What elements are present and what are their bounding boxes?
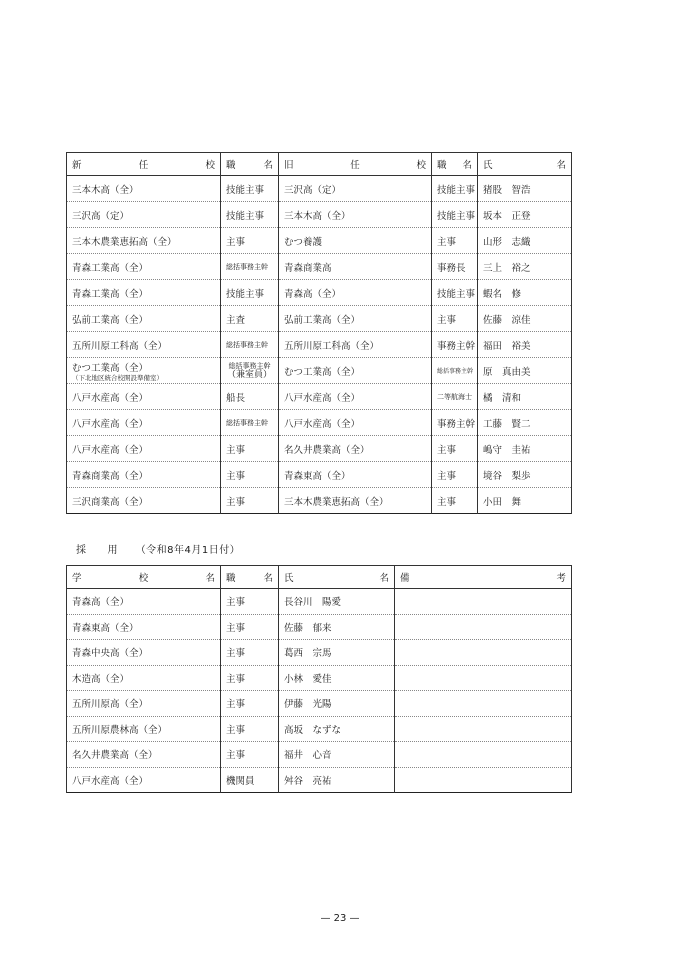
hire-header-row <box>67 566 572 589</box>
old-school-cell: 三本木農業恵拓高（全） <box>279 488 432 514</box>
old-position-cell: 主事 <box>432 462 478 488</box>
position-text: 総括事務主幹 <box>228 361 271 370</box>
remarks-cell <box>395 589 572 615</box>
position-cell: 総括事務主幹 <box>221 410 279 436</box>
table-row <box>67 384 572 410</box>
name-cell: 小林 愛佳 <box>279 665 395 691</box>
header-old-school: 旧 任 校 <box>279 153 432 176</box>
school-cell: 青森東高（全） <box>67 614 221 640</box>
position-cell: 主事 <box>221 228 279 254</box>
header-name: 氏 名 <box>279 566 395 589</box>
old-school-cell: 八戸水産高（全） <box>279 410 432 436</box>
header-name: 氏 名 <box>478 153 572 176</box>
old-school-cell: 三沢高（定） <box>279 176 432 202</box>
new-school-cell: 青森工業高（全） <box>67 280 221 306</box>
hire-title: 採 用 <box>76 545 118 556</box>
position-cell: 主事 <box>221 716 279 742</box>
position-cell: 主事 <box>221 589 279 615</box>
old-school-cell: 八戸水産高（全） <box>279 384 432 410</box>
table-row <box>67 280 572 306</box>
name-cell: 高坂 なずな <box>279 716 395 742</box>
name-cell: 猪股 智浩 <box>478 176 572 202</box>
old-position-cell: 主事 <box>432 228 478 254</box>
hire-date: （令和8年4月1日付） <box>135 545 241 556</box>
table-row <box>67 176 572 202</box>
position-cell: 主事 <box>221 488 279 514</box>
old-position-cell: 主事 <box>432 436 478 462</box>
page-number: — 23 — <box>320 913 360 924</box>
position-subtext: （兼室員） <box>226 369 272 380</box>
name-cell: 佐藤 涼佳 <box>478 306 572 332</box>
new-school-text: むつ工業高（全） <box>72 362 149 374</box>
old-school-cell: 青森高（全） <box>279 280 432 306</box>
name-cell: 長谷川 陽愛 <box>279 589 395 615</box>
table-row <box>67 332 572 358</box>
school-cell: 五所川原高（全） <box>67 691 221 717</box>
table-row <box>67 306 572 332</box>
name-cell: 葛西 宗馬 <box>279 640 395 666</box>
table-row <box>67 436 572 462</box>
new-school-cell: 八戸水産高（全） <box>67 384 221 410</box>
position-cell: 技能主事 <box>221 176 279 202</box>
table-row <box>67 640 572 666</box>
table-row <box>67 410 572 436</box>
transfer-header-row <box>67 153 572 176</box>
remarks-cell <box>395 716 572 742</box>
new-school-cell: 三沢高（定） <box>67 202 221 228</box>
table-row <box>67 665 572 691</box>
old-position-cell: 二等航海士 <box>432 384 478 410</box>
table-row <box>67 691 572 717</box>
table-row <box>67 716 572 742</box>
header-position: 職 名 <box>221 566 279 589</box>
school-cell: 木造高（全） <box>67 665 221 691</box>
name-cell: 坂本 正登 <box>478 202 572 228</box>
new-school-subtext: （下北地区統合校開設準備室） <box>72 373 163 382</box>
header-old-position: 職 名 <box>432 153 478 176</box>
old-position-cell: 技能主事 <box>432 176 478 202</box>
table-row <box>67 462 572 488</box>
new-school-cell: 青森工業高（全） <box>67 254 221 280</box>
name-cell: 境谷 梨歩 <box>478 462 572 488</box>
position-cell: 主事 <box>221 614 279 640</box>
position-cell: 主事 <box>221 436 279 462</box>
old-position-cell: 事務主幹 <box>432 410 478 436</box>
name-cell: 蝦名 修 <box>478 280 572 306</box>
old-position-cell: 主事 <box>432 306 478 332</box>
name-cell: 小田 舞 <box>478 488 572 514</box>
school-cell: 名久井農業高（全） <box>67 742 221 768</box>
table-row <box>67 589 572 615</box>
name-cell: 原 真由美 <box>478 358 572 384</box>
new-school-cell: 八戸水産高（全） <box>67 410 221 436</box>
new-school-cell: 三沢商業高（全） <box>67 488 221 514</box>
old-school-cell: 三本木高（全） <box>279 202 432 228</box>
position-cell: 総括事務主幹 <box>221 332 279 358</box>
table-row <box>67 358 572 384</box>
position-cell: 船長 <box>221 384 279 410</box>
school-cell: 青森中央高（全） <box>67 640 221 666</box>
new-school-cell: 三本木高（全） <box>67 176 221 202</box>
new-school-cell <box>67 358 221 384</box>
header-school: 学 校 名 <box>67 566 221 589</box>
table-row <box>67 202 572 228</box>
name-cell: 嶋守 圭祐 <box>478 436 572 462</box>
table-row <box>67 488 572 514</box>
position-cell: 技能主事 <box>221 202 279 228</box>
school-cell: 八戸水産高（全） <box>67 767 221 793</box>
remarks-cell <box>395 665 572 691</box>
header-position: 職 名 <box>221 153 279 176</box>
position-cell: 機関員 <box>221 767 279 793</box>
name-cell: 福井 心音 <box>279 742 395 768</box>
school-cell: 五所川原農林高（全） <box>67 716 221 742</box>
position-cell: 主事 <box>221 691 279 717</box>
name-cell: 三上 裕之 <box>478 254 572 280</box>
table-row <box>67 228 572 254</box>
new-school-cell: 三本木農業恵拓高（全） <box>67 228 221 254</box>
position-cell <box>221 358 279 384</box>
old-school-cell: 青森東高（全） <box>279 462 432 488</box>
old-position-cell: 総括事務主幹 <box>432 358 478 384</box>
table-row <box>67 767 572 793</box>
remarks-cell <box>395 640 572 666</box>
old-position-cell: 事務主幹 <box>432 332 478 358</box>
new-school-cell: 弘前工業高（全） <box>67 306 221 332</box>
old-school-cell: むつ養護 <box>279 228 432 254</box>
remarks-cell <box>395 767 572 793</box>
name-cell: 橘 清和 <box>478 384 572 410</box>
position-cell: 主事 <box>221 742 279 768</box>
new-school-cell: 八戸水産高（全） <box>67 436 221 462</box>
remarks-cell <box>395 742 572 768</box>
remarks-cell <box>395 691 572 717</box>
old-position-cell: 技能主事 <box>432 202 478 228</box>
name-cell: 舛谷 亮祐 <box>279 767 395 793</box>
position-cell: 総括事務主幹 <box>221 254 279 280</box>
table-row <box>67 254 572 280</box>
new-school-cell: 五所川原工科高（全） <box>67 332 221 358</box>
remarks-cell <box>395 614 572 640</box>
table-row <box>67 742 572 768</box>
name-cell: 伊藤 光陽 <box>279 691 395 717</box>
position-cell: 主事 <box>221 462 279 488</box>
name-cell: 工藤 賢二 <box>478 410 572 436</box>
name-cell: 山形 志織 <box>478 228 572 254</box>
old-position-cell: 技能主事 <box>432 280 478 306</box>
position-cell: 技能主事 <box>221 280 279 306</box>
old-school-cell: 名久井農業高（全） <box>279 436 432 462</box>
header-remarks: 備 考 <box>395 566 572 589</box>
school-cell: 青森高（全） <box>67 589 221 615</box>
position-cell: 主事 <box>221 640 279 666</box>
hire-section-title <box>76 541 240 556</box>
old-school-cell: むつ工業高（全） <box>279 358 432 384</box>
old-position-cell: 主事 <box>432 488 478 514</box>
old-position-cell: 事務長 <box>432 254 478 280</box>
position-cell: 主事 <box>221 665 279 691</box>
table-row <box>67 614 572 640</box>
old-school-cell: 五所川原工科高（全） <box>279 332 432 358</box>
hire-table <box>66 565 572 793</box>
position-cell: 主査 <box>221 306 279 332</box>
header-new-school: 新 任 校 <box>67 153 221 176</box>
old-school-cell: 弘前工業高（全） <box>279 306 432 332</box>
new-school-cell: 青森商業高（全） <box>67 462 221 488</box>
name-cell: 福田 裕美 <box>478 332 572 358</box>
transfer-table <box>66 152 572 514</box>
name-cell: 佐藤 郁来 <box>279 614 395 640</box>
old-school-cell: 青森商業高 <box>279 254 432 280</box>
